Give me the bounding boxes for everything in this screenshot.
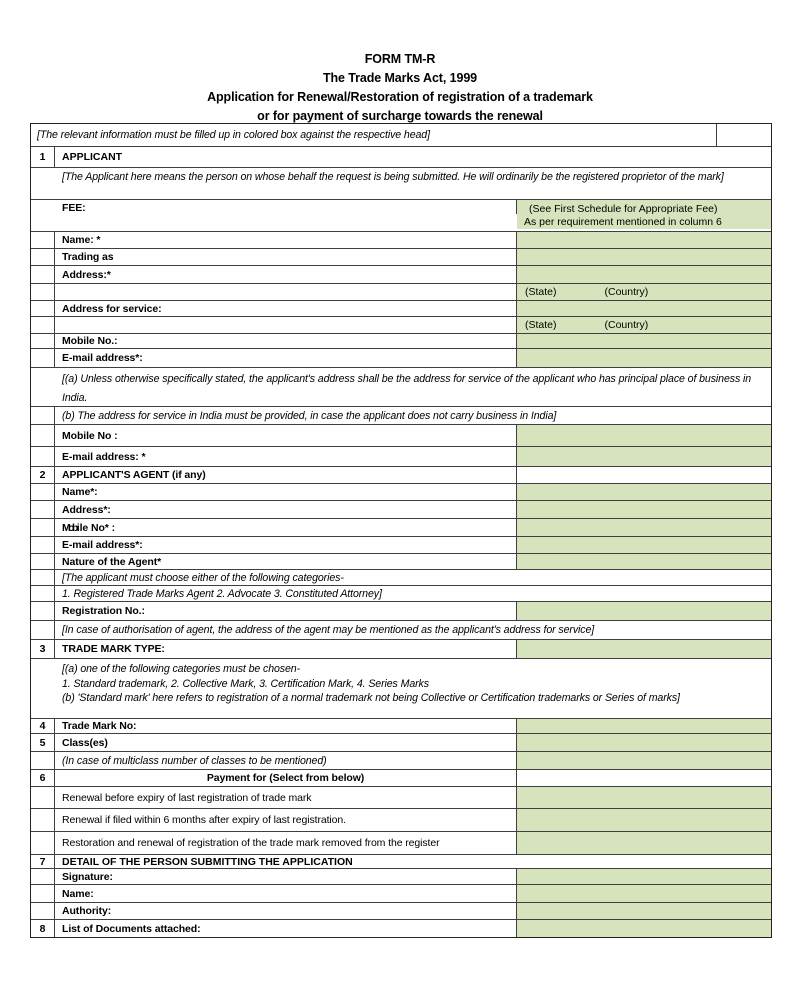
address-state-country-row — [31, 284, 771, 301]
classes-note-field[interactable] — [517, 752, 771, 769]
applicant-name-row — [31, 232, 771, 249]
section7-title: DETAIL OF THE PERSON SUBMITTING THE APPLICATION — [62, 855, 353, 868]
agent-mobile-label-end: ile No* : — [76, 521, 115, 534]
trademark-type-field[interactable] — [517, 640, 771, 658]
applicant-email-field[interactable] — [517, 349, 771, 367]
trademark-type-note-line2: 1. Standard trademark, 2. Collective Mark, 3. Certification Mark, 4. Series Marks — [62, 677, 429, 690]
agent-email-label: E-mail address*: — [55, 537, 517, 553]
section3-title: TRADE MARK TYPE: — [55, 640, 517, 658]
tm-r-form-table — [30, 123, 772, 938]
spacer-num-cell — [31, 602, 55, 620]
spacer-num-cell — [31, 537, 55, 553]
agent-note2: 1. Registered Trade Marks Agent 2. Advocate 3. Constituted Attorney] — [62, 587, 382, 600]
trading-as-label: Trading as — [55, 249, 517, 265]
applicant-email-row — [31, 349, 771, 368]
spacer-num-cell — [31, 425, 55, 446]
address-for-service-row — [31, 301, 771, 317]
section2-header-row — [31, 467, 771, 484]
agent-name-label: Name*: — [55, 484, 517, 500]
section1-number: 1 — [31, 147, 55, 167]
service-mobile-row — [31, 425, 771, 447]
agent-mobile-row — [31, 519, 771, 537]
agent-name-field[interactable] — [517, 484, 771, 500]
trading-as-field[interactable] — [517, 249, 771, 265]
authority-label: Authority: — [55, 903, 517, 919]
applicant-mobile-row — [31, 334, 771, 349]
spacer-num-cell — [31, 301, 55, 316]
section5-number: 5 — [31, 734, 55, 751]
section3-number: 3 — [31, 640, 55, 658]
section4-number: 4 — [31, 719, 55, 733]
agent-nature-label: Nature of the Agent* — [55, 554, 517, 569]
authority-field[interactable] — [517, 903, 771, 919]
state-label: (State) — [525, 319, 557, 331]
trademark-type-note-line3: (b) 'Standard mark' here refers to registration of a normal trademark not being Collective or Certification trademarks or Series of marks] — [62, 692, 680, 705]
section3-header-row — [31, 640, 771, 659]
trademark-no-label: Trade Mark No: — [55, 719, 517, 733]
section2-number: 2 — [31, 467, 55, 483]
signature-label: Signature: — [55, 869, 517, 884]
country-label: (Country) — [604, 319, 649, 331]
intro-corner-cell — [716, 124, 771, 146]
spacer-num-cell — [31, 787, 55, 808]
spacer-num-cell — [31, 501, 55, 518]
agent-nature-field[interactable] — [517, 554, 771, 569]
trademark-no-field[interactable] — [517, 719, 771, 733]
spacer-num-cell — [31, 249, 55, 265]
submitter-name-label: Name: — [55, 885, 517, 902]
agent-registration-label: Registration No.: — [55, 602, 517, 620]
fee-note-line2: As per requirement mentioned in column 6 — [524, 216, 722, 228]
payment-option2-field[interactable] — [517, 809, 771, 831]
signature-field[interactable] — [517, 869, 771, 884]
address-note-a-row — [31, 368, 771, 407]
section5-row — [31, 734, 771, 752]
payment-option2-label: Renewal if filed within 6 months after expiry of last registration. — [55, 809, 517, 831]
payment-option1-field[interactable] — [517, 787, 771, 808]
spacer-num-cell — [31, 809, 55, 831]
service-state-country-field[interactable] — [517, 317, 771, 333]
agent-email-field[interactable] — [517, 537, 771, 553]
applicant-desc-note: [The Applicant here means the person on whose behalf the request is being submitted. He will ordinarily be the registered proprietor of the mark] — [62, 171, 724, 183]
agent-mobile-field[interactable] — [517, 519, 771, 536]
payment-option1-label: Renewal before expiry of last registration of trade mark — [55, 787, 517, 808]
payment-option1-row — [31, 787, 771, 809]
section1-title: APPLICANT — [62, 151, 123, 163]
section4-row — [31, 719, 771, 734]
fee-note-line1: (See First Schedule for Appropriate Fee) — [529, 203, 718, 215]
agent-note3-row — [31, 621, 771, 640]
applicant-address-row — [31, 266, 771, 284]
section2-title: APPLICANT'S AGENT (if any) — [55, 467, 517, 483]
fee-field[interactable] — [517, 200, 771, 229]
address-note-a: [(a) Unless otherwise specifically stated, the applicant's address shall be the address for service of the applicant who has principal place of business in India. — [62, 373, 752, 404]
empty-label-cell — [55, 317, 517, 333]
spacer-num-cell — [31, 317, 55, 333]
spacer-num-cell — [31, 407, 55, 424]
payment-option3-field[interactable] — [517, 832, 771, 854]
agent-address-label: Address*: — [55, 501, 517, 518]
agent-note2-row — [31, 586, 771, 602]
agent-note3: [In case of authorisation of agent, the address of the agent may be mentioned as the applicant's address for service] — [62, 624, 595, 636]
agent-address-row — [31, 501, 771, 519]
classes-field[interactable] — [517, 734, 771, 751]
submitter-name-row — [31, 885, 771, 903]
empty-white-cell — [517, 770, 771, 786]
spacer-num-cell — [31, 266, 55, 283]
address-for-service-label: Address for service: — [55, 301, 517, 316]
documents-field[interactable] — [517, 920, 771, 937]
applicant-name-label: Name: * — [55, 232, 517, 248]
agent-address-field[interactable] — [517, 501, 771, 518]
applicant-address-field[interactable] — [517, 266, 771, 283]
form-title-line1: FORM TM-R — [364, 52, 436, 66]
trademark-type-note — [55, 659, 771, 706]
applicant-address-label: Address:* — [55, 266, 517, 283]
applicant-email-label: E-mail address*: — [55, 349, 517, 367]
service-mobile-field[interactable] — [517, 425, 771, 446]
service-email-label: E-mail address: * — [55, 447, 517, 466]
documents-label: List of Documents attached: — [55, 920, 517, 937]
classes-note-row — [31, 752, 771, 770]
spacer-num-cell — [31, 885, 55, 902]
applicant-mobile-field[interactable] — [517, 334, 771, 348]
country-label: (Country) — [604, 286, 649, 298]
empty-white-cell — [517, 467, 771, 483]
fee-row — [31, 200, 771, 232]
agent-registration-field[interactable] — [517, 602, 771, 620]
section8-row — [31, 920, 771, 937]
form-title-block — [0, 0, 800, 126]
state-label: (State) — [525, 286, 557, 298]
spacer-num-cell — [31, 554, 55, 569]
payment-option3-label: Restoration and renewal of registration of the trade mark removed from the register — [55, 832, 517, 854]
spacer-num-cell — [31, 519, 55, 536]
payment-option3-row — [31, 832, 771, 855]
applicant-name-field[interactable] — [517, 232, 771, 248]
applicant-mobile-label: Mobile No.: — [55, 334, 517, 348]
spacer-num-cell — [31, 752, 55, 769]
spacer-num-cell — [31, 621, 55, 639]
spacer-num-cell — [31, 484, 55, 500]
agent-mobile-label — [55, 519, 517, 536]
agent-name-row — [31, 484, 771, 501]
agent-email-row — [31, 537, 771, 554]
agent-mobile-label-start: Mob — [62, 521, 76, 534]
trading-as-row — [31, 249, 771, 266]
agent-note1-row — [31, 570, 771, 586]
authority-row — [31, 903, 771, 920]
spacer-num-cell — [31, 349, 55, 367]
intro-note-row — [31, 124, 771, 147]
classes-note: (In case of multiclass number of classes to be mentioned) — [55, 752, 517, 769]
spacer-num-cell — [31, 570, 55, 585]
agent-nature-row — [31, 554, 771, 570]
spacer-num-cell — [31, 447, 55, 466]
form-title-line4: or for payment of surcharge towards the renewal — [257, 109, 543, 123]
service-mobile-label: Mobile No : — [55, 425, 517, 446]
section1-header-row — [31, 147, 771, 168]
intro-note: [The relevant information must be filled up in colored box against the respective head] — [37, 129, 430, 141]
empty-label-cell — [55, 284, 517, 300]
address-state-country-field[interactable] — [517, 284, 771, 300]
section7-header-row — [31, 855, 771, 869]
form-title-line3: Application for Renewal/Restoration of registration of a trademark — [207, 90, 593, 104]
spacer-num-cell — [31, 334, 55, 348]
spacer-num-cell — [31, 869, 55, 884]
spacer-num-cell — [31, 832, 55, 854]
applicant-desc-row — [31, 168, 771, 200]
trademark-type-note-line1: [(a) one of the following categories must be chosen- — [62, 663, 301, 675]
fee-label: FEE: — [55, 200, 517, 214]
address-for-service-field[interactable] — [517, 301, 771, 316]
service-email-row — [31, 447, 771, 467]
address-note-b-row — [31, 407, 771, 425]
agent-note1: [The applicant must choose either of the following categories- — [62, 571, 344, 584]
section6-title: Payment for (Select from below) — [55, 770, 517, 786]
section7-number: 7 — [31, 855, 55, 868]
address-note-b: (b) The address for service in India must be provided, in case the applicant does not carry business in India] — [62, 409, 557, 422]
section6-number: 6 — [31, 770, 55, 786]
classes-label: Class(es) — [55, 734, 517, 751]
spacer-num-cell — [31, 284, 55, 300]
agent-registration-row — [31, 602, 771, 621]
submitter-name-field[interactable] — [517, 885, 771, 902]
form-title-line2: The Trade Marks Act, 1999 — [322, 71, 478, 85]
section6-header-row — [31, 770, 771, 787]
spacer-num-cell — [31, 232, 55, 248]
service-email-field[interactable] — [517, 447, 771, 466]
service-state-country-row — [31, 317, 771, 334]
trademark-type-note-row — [31, 659, 771, 719]
payment-option2-row — [31, 809, 771, 832]
spacer-num-cell — [31, 903, 55, 919]
signature-row — [31, 869, 771, 885]
section8-number: 8 — [31, 920, 55, 937]
spacer-num-cell — [31, 586, 55, 601]
